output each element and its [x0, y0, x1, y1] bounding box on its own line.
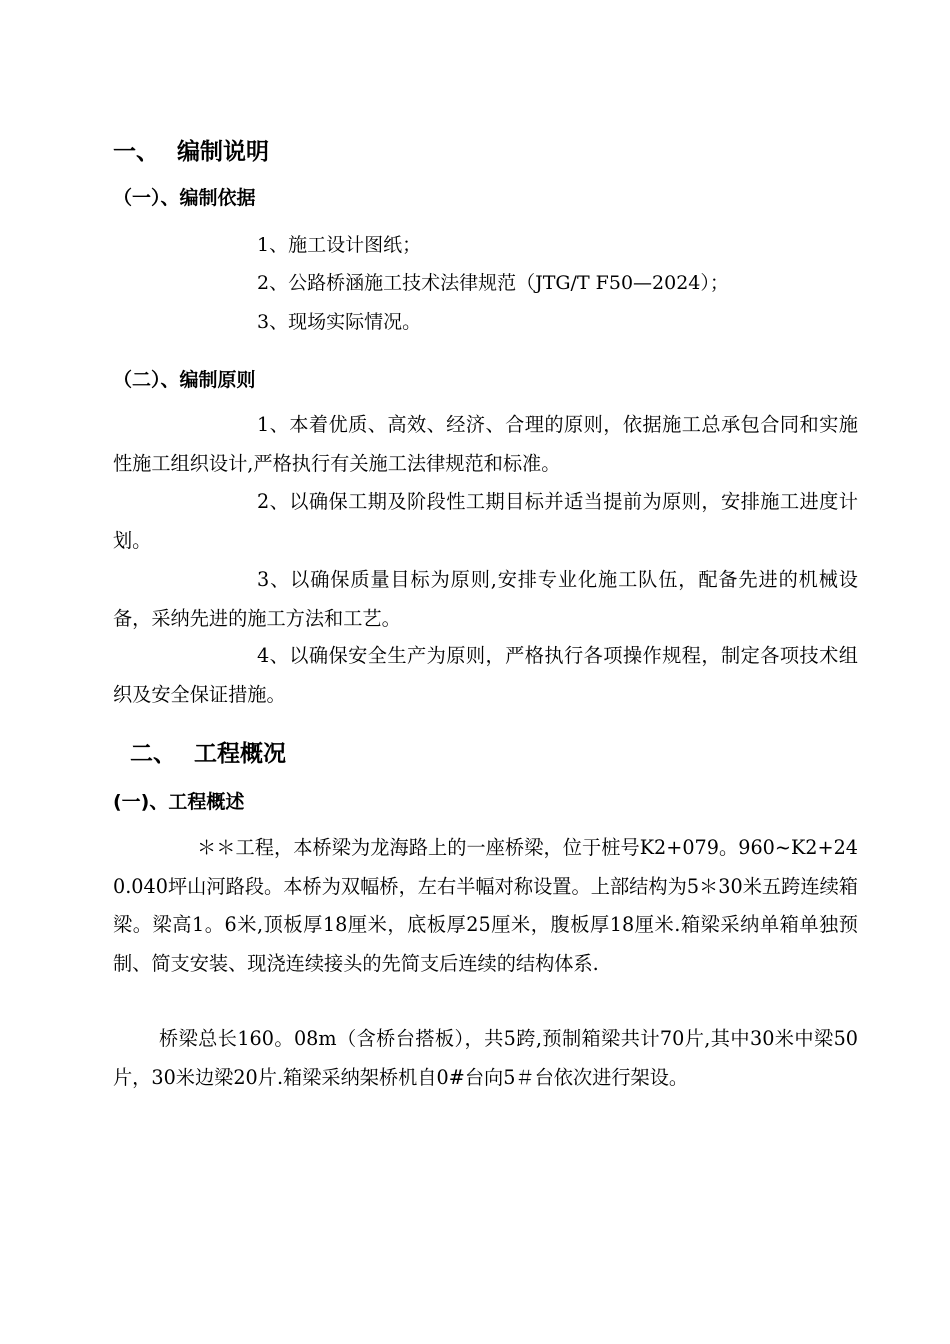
section1-title: 编制说明 [177, 139, 269, 165]
section2-title: 工程概况 [194, 741, 286, 767]
overview-heading: (一)、工程概述 [113, 791, 245, 813]
overview-paragraph-2: 桥梁总长160。08m（含桥台搭板），共5跨,预制箱梁共计70片,其中30米中梁50片，30米边梁20片.箱梁采纳架桥机自0#台向5＃台依次进行架设。 [113, 1027, 858, 1089]
principle-item-2: 2、以确保工期及阶段性工期目标并适当提前为原则，安排施工进度计划。 [113, 490, 858, 552]
principle-item-4: 4、以确保安全生产为原则，严格执行各项操作规程，制定各项技术组织及安全保证措施。 [113, 644, 858, 706]
principles-heading: （二）、编制原则 [113, 369, 256, 391]
principle-item-1: 1、本着优质、高效、经济、合理的原则，依据施工总承包合同和实施性施工组织设计,严格执行有关施工法律规范和标准。 [113, 413, 858, 475]
principle-item-3: 3、以确保质量目标为原则,安排专业化施工队伍，配备先进的机械设备，采纳先进的施工方法和工艺。 [113, 568, 858, 630]
overview-paragraph-1: ＊＊工程，本桥梁为龙海路上的一座桥梁，位于桩号K2+079。960~K2+240.040坪山河路段。本桥为双幅桥，左右半幅对称设置。上部结构为5＊30米五跨连续箱梁。梁高1。6米,顶板厚18厘米，底板厚25厘米，腹板厚18厘米.箱梁采纳单箱单独预制、简支安装、现浇连续接头的先简支后连续的结构体系. [113, 836, 858, 975]
basis-item-1: 1、施工设计图纸； [257, 234, 422, 256]
basis-item-2: 2、公路桥涵施工技术法律规范（JTG/T F50—2024）； [257, 272, 729, 294]
basis-item-3: 3、现场实际情况。 [257, 311, 422, 333]
section1-number: 一、 [113, 139, 159, 165]
section2-heading [130, 739, 286, 769]
basis-heading: （一）、编制依据 [113, 187, 256, 209]
section1-heading [113, 137, 269, 167]
section2-number: 二、 [130, 741, 176, 767]
